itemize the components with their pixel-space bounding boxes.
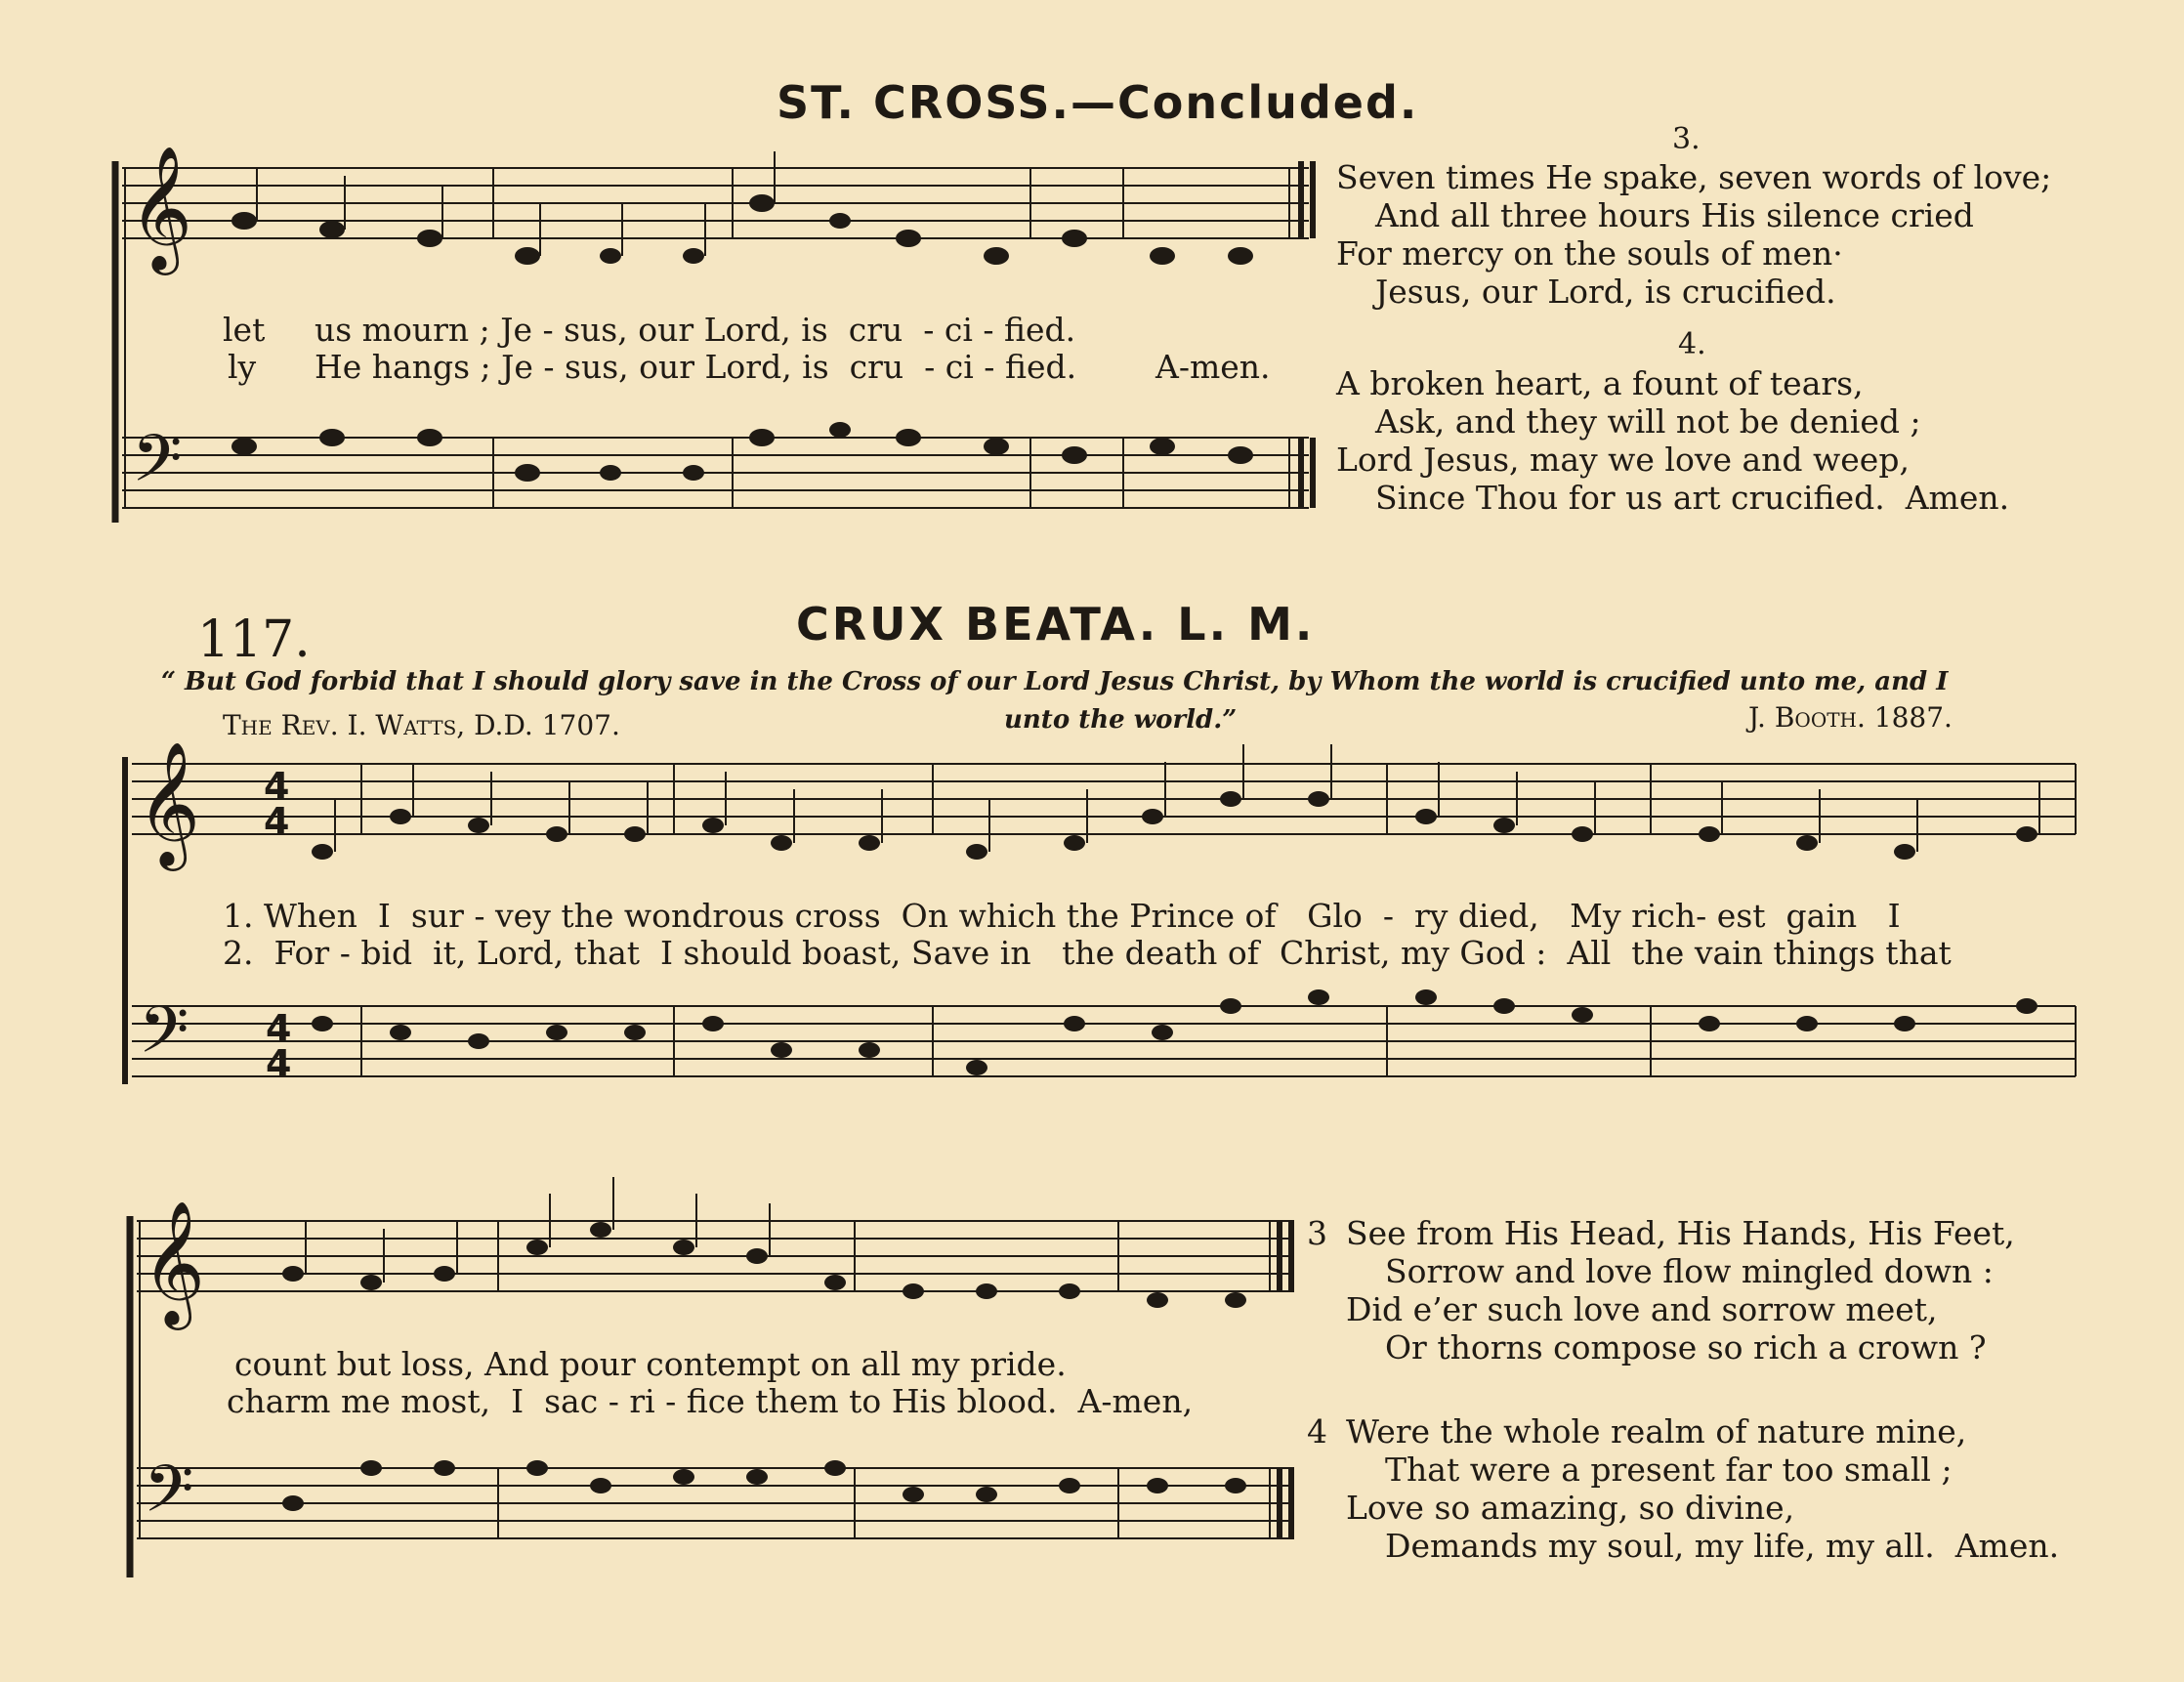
verse-3-line-1: Seven times He spake, seven words of love; [1336,158,2052,196]
verse-4-line-3: Lord Jesus, may we love and weep, [1336,441,1910,479]
lyric-syllable: ly [228,348,257,386]
verse-3-line-4: Or thorns compose so rich a crown ? [1385,1328,1987,1367]
verse-4-line-1: Were the whole realm of nature mine, [1346,1412,1967,1451]
treble-clef-icon: 𝄞 [137,740,201,865]
lyric-verse-1: 1. When I sur - vey the wondrous cross On which the Prince of Glo - ry died, My rich- est gain I [223,897,1901,935]
hymn-number: 117. [197,610,311,669]
lyric-syllable: let [223,311,266,349]
amen-label: A-men. [1155,348,1271,386]
bass-clef-icon: 𝄢 [139,992,189,1083]
verse-3-line-4: Jesus, our Lord, is crucified. [1375,273,1836,311]
staff-3-bass [137,1468,1294,1538]
bass-clef-icon: 𝄢 [144,1451,194,1542]
staff-2-bass [132,1006,2076,1076]
lyric-line: He hangs ; Je - sus, our Lord, is cru - ci - fied. [315,348,1077,386]
verse-3-line-3: Did e’er such love and sorrow meet, [1346,1290,1938,1328]
svg-text:4: 4 [264,765,290,808]
staff-1-treble [122,168,1309,238]
verse-number: 3 [1307,1214,1327,1252]
svg-text:4: 4 [266,1042,292,1085]
composer-credit: J. Booth. 1887. [1748,701,1953,734]
lyric-verse-2: 2. For - bid it, Lord, that I should boast, Save in the death of Christ, my God : All the vain things that [223,934,1952,972]
lyric-continued-1: count but loss, And pour contempt on all my pride. [234,1345,1067,1383]
verse-4-line-4: Demands my soul, my life, my all. Amen. [1385,1527,2060,1565]
verse-number: 3. [1672,122,1701,156]
verse-4-line-1: A broken heart, a fount of tears, [1336,364,1864,402]
bass-clef-icon: 𝄢 [132,421,183,512]
verse-4-line-2: Ask, and they will not be denied ; [1375,402,1921,441]
verse-number: 4 [1307,1412,1327,1451]
author-credit: The Rev. I. Watts, D.D. 1707. [223,709,620,741]
staff-3-treble [137,1221,1294,1291]
verse-number: 4. [1678,327,1706,361]
verse-3-line-1: See from His Head, His Hands, His Feet, [1346,1214,2015,1252]
staff-1-bass [122,438,1309,508]
svg-text:4: 4 [264,800,290,843]
lyric-line: us mourn ; Je - sus, our Lord, is cru - ci - fied. [315,311,1076,349]
verse-3-line-2: And all three hours His silence cried [1375,196,1974,234]
svg-text:4: 4 [266,1007,292,1050]
page-title: ST. CROSS.—Concluded. [777,76,1419,129]
epigraph: “ But God forbid that I should glory save in the Cross of our Lord Jesus Christ, by Whom the world is crucified unto me, and I [161,667,1949,696]
epigraph-continued: unto the world.” [1004,705,1238,735]
hymn-title: CRUX BEATA. L. M. [796,598,1316,651]
verse-3-line-3: For mercy on the souls of men· [1336,234,1843,273]
verse-4-line-3: Love so amazing, so divine, [1346,1489,1795,1527]
verse-3-line-2: Sorrow and love flow mingled down : [1385,1252,1994,1290]
staff-2-treble [132,764,2076,834]
verse-4-line-4: Since Thou for us art crucified. Amen. [1375,479,2010,517]
verse-4-line-2: That were a present far too small ; [1385,1451,1953,1489]
treble-clef-icon: 𝄞 [129,145,193,270]
lyric-continued-2: charm me most, I sac - ri - fice them to His blood. A-men, [227,1382,1194,1420]
treble-clef-icon: 𝄞 [142,1199,206,1325]
